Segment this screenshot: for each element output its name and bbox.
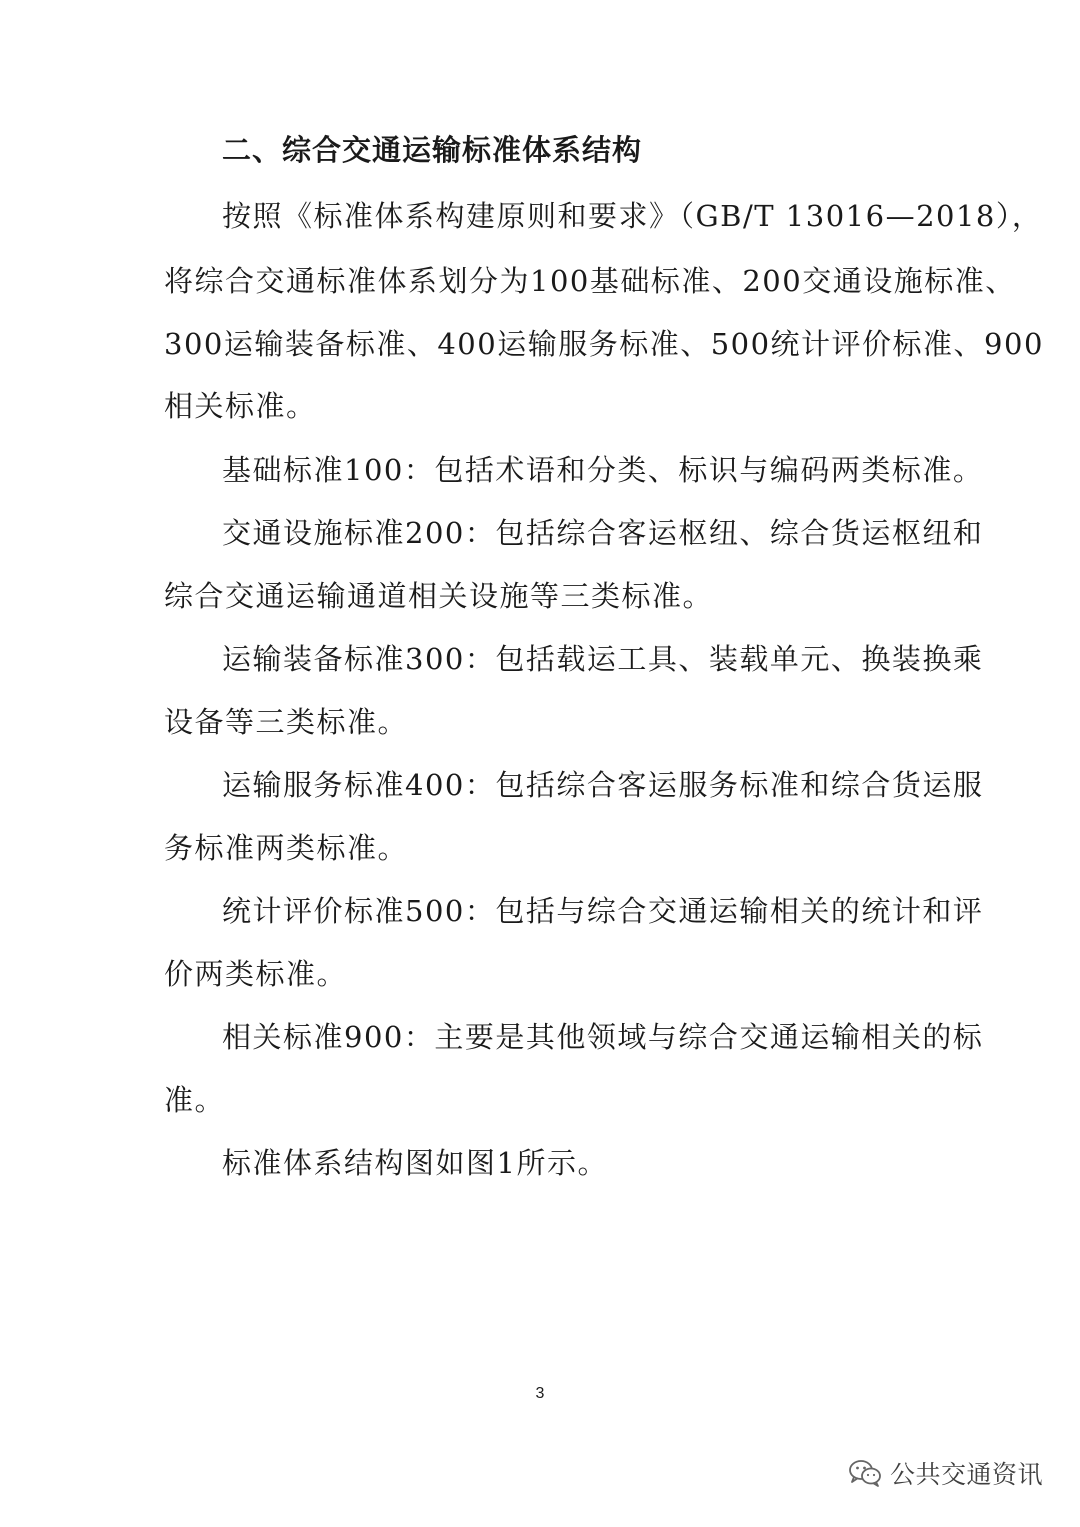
paragraph-line: 务标准两类标准。 (164, 831, 409, 865)
paragraph-line: 准。 (164, 1083, 226, 1117)
paragraph-line: 300运输装备标准、400运输服务标准、500统计评价标准、900 (164, 327, 1044, 361)
page-number: 3 (535, 1385, 545, 1402)
paragraph-line: 按照《标准体系构建原则和要求》（GB/T 13016—2018）， (222, 199, 1043, 233)
paragraph-line: 统计评价标准500：包括与综合交通运输相关的统计和评 (222, 894, 984, 928)
section-heading: 二、综合交通运输标准体系结构 (222, 133, 643, 167)
paragraph-line: 设备等三类标准。 (164, 705, 409, 739)
wechat-icon (848, 1458, 882, 1488)
paragraph-line: 交通设施标准200：包括综合客运枢纽、综合货运枢纽和 (222, 516, 984, 550)
paragraph-line: 综合交通运输通道相关设施等三类标准。 (164, 579, 714, 613)
paragraph-line: 将综合交通标准体系划分为100基础标准、200交通设施标准、 (164, 264, 1016, 298)
paragraph-line: 运输装备标准300：包括载运工具、装载单元、换装换乘 (222, 642, 984, 676)
paragraph-line: 基础标准100：包括术语和分类、标识与编码两类标准。 (222, 453, 984, 487)
paragraph-line: 相关标准。 (164, 389, 317, 423)
paragraph-line: 相关标准900：主要是其他领域与综合交通运输相关的标 (222, 1020, 984, 1054)
paragraph-line: 标准体系结构图如图1所示。 (222, 1146, 608, 1180)
watermark (848, 1455, 1043, 1491)
paragraph-line: 价两类标准。 (164, 957, 348, 991)
watermark-text: 公共交通资讯 (890, 1460, 1044, 1489)
paragraph-line: 运输服务标准400：包括综合客运服务标准和综合货运服 (222, 768, 984, 802)
